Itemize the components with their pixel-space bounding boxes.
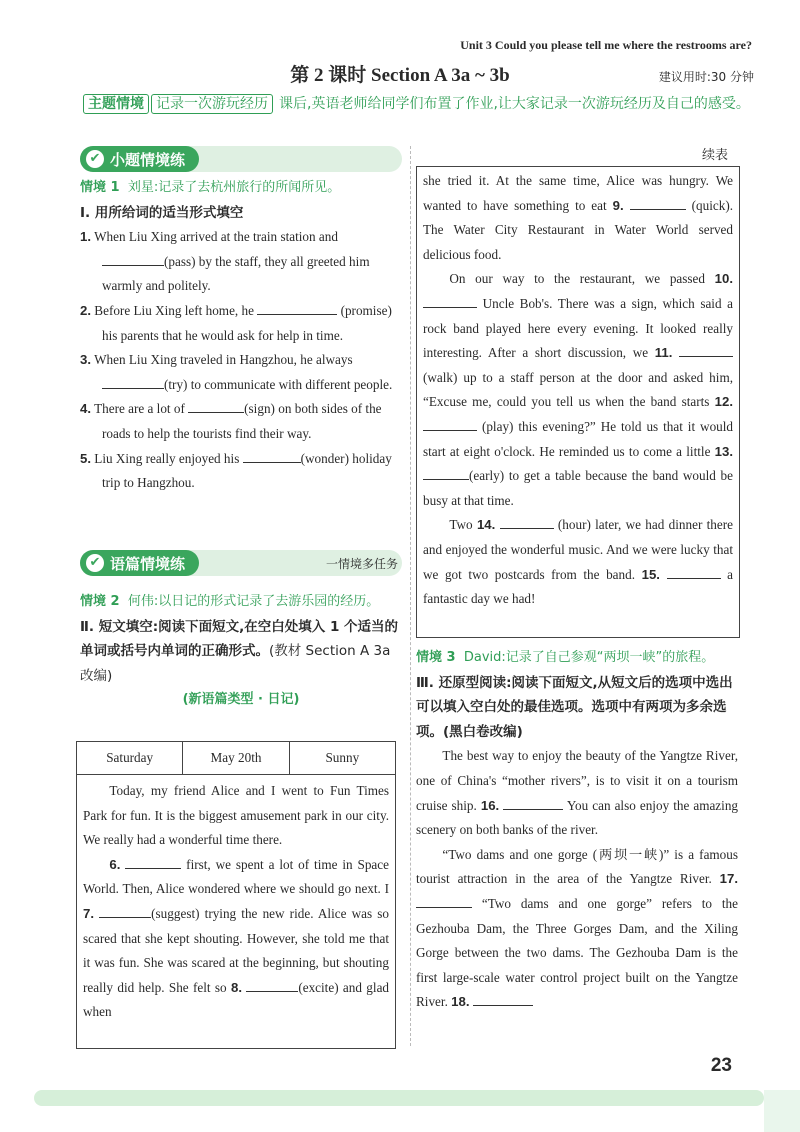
- intro-tag-theme: 主题情境: [83, 94, 149, 114]
- diary-weather: Sunny: [289, 742, 395, 774]
- answer-blank[interactable]: [102, 374, 164, 389]
- scene1-text: 刘星:记录了去杭州旅行的所闻所见。: [127, 180, 341, 195]
- diary-paragraph-2: 6. first, we spent a lot of time in Space World. Then, Alice wondered where we should go next. I 7. (suggest) trying the new ride. Alice was so scared that she kept shouting. However, she told me that it was fun. She was scared at the beginning, but shouting really did help. She felt so 8. (excite) and glad when: [83, 853, 389, 1025]
- diary-paragraph-1: Today, my friend Alice and I went to Fun Times Park for fun. It is the biggest amusement park in our city. We really had a wonderful time there.: [83, 783, 389, 848]
- exercise-item-3: 3. When Liu Xing traveled in Hangzhou, he always (try) to communicate with different people.: [80, 352, 393, 392]
- answer-blank[interactable]: [99, 903, 151, 918]
- answer-blank[interactable]: [243, 448, 301, 463]
- intro-text: 课后,英语老师给同学们布置了作业,让大家记录一次游玩经历及自己的感受。: [279, 96, 750, 112]
- continued-paragraph-3: Two 14. (hour) later, we had dinner there and enjoyed the wonderful music. And we were lucky that we got two postcards from the band. 15. a fantastic day we had!: [423, 513, 733, 611]
- answer-blank[interactable]: [423, 416, 477, 431]
- part2-source: (教材 Section A 3a 改编): [80, 643, 391, 684]
- scene2-label: 情境 2: [80, 594, 120, 609]
- answer-blank[interactable]: [630, 195, 686, 210]
- answer-blank[interactable]: [257, 300, 337, 315]
- answer-blank[interactable]: [125, 854, 181, 869]
- passage-paragraph-1: The best way to enjoy the beauty of the Yangtze River, one of China's “mother rivers”, is to visit it on a tourism cruise ship. 16. You can also enjoy the amazing scenery on both banks of the river.: [416, 748, 739, 838]
- part2-subtitle: (新语篇类型 · 日记): [182, 692, 300, 708]
- passage-paragraph-2: “Two dams and one gorge (两坝一峡)” is a famous tourist attraction in the area of the Yangtze River. 17. “Two dams and one gorge” refers to the Gezhouba Dam, the Three Gorges Dam, and the Xiling Gorge between the two dams. The Gezhouba Dam is the first large-scale water control project built on the Yangtze River. 18.: [416, 846, 739, 1010]
- footer-corner: [764, 1090, 800, 1132]
- diary-date: May 20th: [182, 742, 288, 774]
- diary-box: [76, 741, 396, 1049]
- answer-blank[interactable]: [416, 893, 472, 908]
- scene3-label: 情境 3: [416, 650, 456, 665]
- intro: [83, 92, 763, 116]
- footer-bar: [34, 1090, 764, 1106]
- answer-blank[interactable]: [423, 293, 477, 308]
- exercise-item-1: 1. When Liu Xing arrived at the train station and (pass) by the staff, they all greeted him warmly and politely.: [80, 229, 370, 294]
- section1-banner: [80, 146, 402, 172]
- answer-blank[interactable]: [246, 977, 298, 992]
- scene3-text: David:记录了自己参观“两坝一峡”的旅程。: [463, 650, 715, 665]
- answer-blank[interactable]: [423, 465, 469, 480]
- check-icon: ✔: [86, 554, 104, 572]
- answer-blank[interactable]: [102, 251, 164, 266]
- section2-banner-label: 语篇情境练: [110, 554, 186, 573]
- part2-title: Ⅱ. 短文填空:阅读下面短文,在空白处填入 1 个适当的单词或括号内单词的正确形式。: [80, 618, 399, 660]
- part1-title: Ⅰ. 用所给词的适当形式填空: [80, 204, 244, 221]
- unit-header: Unit 3 Could you please tell me where the restrooms are?: [460, 38, 752, 52]
- scene2-text: 何伟:以日记的形式记录了去游乐园的经历。: [127, 594, 380, 609]
- section2-banner: [80, 550, 402, 576]
- suggested-time: 建议用时:30 分钟: [658, 70, 754, 84]
- answer-blank[interactable]: [500, 514, 554, 529]
- diary-header: [77, 742, 395, 775]
- part3-title: Ⅲ. 还原型阅读:阅读下面短文,从短文后的选项中选出可以填入空白处的最佳选项。选项中有两项为多余选项。(黑白卷改编): [416, 674, 733, 740]
- page-number: 23: [710, 1055, 732, 1076]
- answer-blank[interactable]: [679, 342, 733, 357]
- scene1-label: 情境 1: [80, 180, 120, 195]
- exercise-item-2: 2. Before Liu Xing left home, he (promise) his parents that he would ask for help in time.: [80, 299, 402, 348]
- section1-banner-label: 小题情境练: [110, 150, 186, 169]
- page-title: 第 2 课时 Section A 3a ~ 3b: [290, 65, 510, 86]
- continued-label: 续表: [701, 147, 728, 162]
- continued-paragraph-2: On our way to the restaurant, we passed 10. Uncle Bob's. There was a sign, which said a rock band played here every evening. It looked really interesting. After a short discussion, we 11. (walk) up to a staff person at the door and asked him, “Excuse me, could you tell us when the band starts 12. (play) this evening?” He told us that it would start at eight o'clock. He reminded us to come a little 13. (early) to get a table because the band would be busy at that time.: [423, 271, 734, 508]
- check-icon: ✔: [86, 150, 104, 168]
- column-divider: [410, 146, 411, 1046]
- section1: [80, 176, 402, 496]
- exercise-item-4: 4. There are a lot of (sign) on both sides of the roads to help the tourists find their way.: [80, 397, 402, 446]
- exercise-item-5: 5. Liu Xing really enjoyed his (wonder) holiday trip to Hangzhou.: [80, 447, 402, 496]
- diary-continued-box: [416, 166, 740, 638]
- intro-tag-topic: 记录一次游玩经历: [151, 94, 273, 114]
- diary-day: Saturday: [106, 749, 154, 765]
- answer-blank[interactable]: [503, 795, 563, 810]
- section2: [80, 590, 402, 713]
- section3: [416, 646, 738, 1015]
- answer-blank[interactable]: [473, 991, 533, 1006]
- answer-blank[interactable]: [667, 564, 721, 579]
- continued-paragraph-1: she tried it. At the same time, Alice was hungry. We wanted to have something to eat 9. (quick). The Water City Restaurant in Water World served delicious food.: [423, 173, 734, 262]
- answer-blank[interactable]: [188, 398, 244, 413]
- section2-note: 一情境多任务: [325, 556, 398, 571]
